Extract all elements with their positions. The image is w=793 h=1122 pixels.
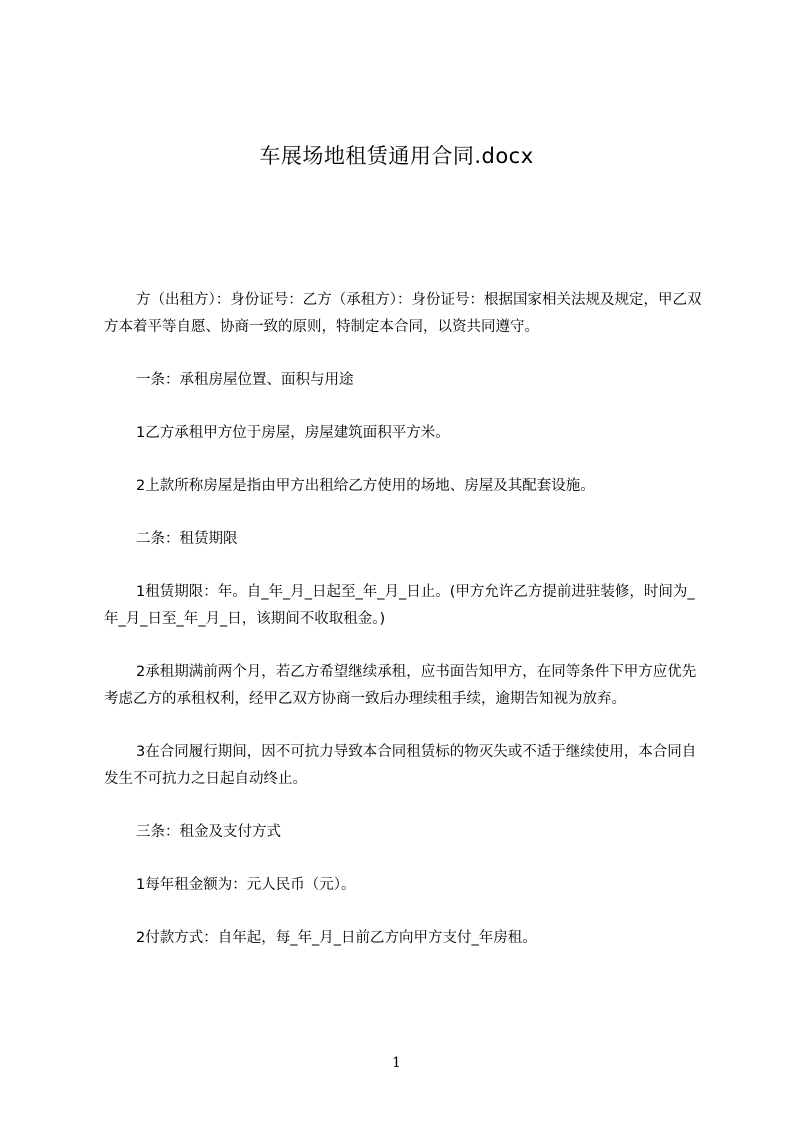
paragraph-1-1: 1乙方承租甲方位于房屋，房屋建筑面积平方米。 <box>136 425 450 441</box>
paragraph-2-3: 3在合同履行期间，因不可抗力导致本合同租赁标的物灭失或不适于继续使用，本合同自发生不可抗力之日起自动终止。 <box>104 744 697 787</box>
heading-article-3: 三条：租金及支付方式 <box>136 824 281 840</box>
page-number: 1 <box>392 1055 401 1071</box>
heading-article-2: 二条：租赁期限 <box>136 531 238 547</box>
paragraph-parties: 方（出租方）：身份证号：乙方（承租方）：身份证号：根据国家相关法规及规定，甲乙双方本着平等自愿、协商一致的原则，特制定本合同，以资共同遵守。 <box>104 292 702 335</box>
paragraph-3-1: 1每年租金额为：元人民币（元）。 <box>136 877 356 893</box>
paragraph-1-2: 2上款所称房屋是指由甲方出租给乙方使用的场地、房屋及其配套设施。 <box>136 478 595 494</box>
heading-article-1: 一条：承租房屋位置、面积与用途 <box>136 372 354 388</box>
paragraph-2-2: 2承租期满前两个月，若乙方希望继续承租，应书面告知甲方，在同等条件下甲方应优先考虑乙方的承租权利，经甲乙双方协商一致后办理续租手续，逾期告知视为放弃。 <box>104 664 697 707</box>
paragraph-3-2: 2付款方式：自年起，每_年_月_日前乙方向甲方支付_年房租。 <box>136 930 537 946</box>
paragraph-2-1: 1租赁期限：年。自_年_月_日起至_年_月_日止。(甲方允许乙方提前进驻装修，时间为_年_月_日至_年_月_日，该期间不收取租金。) <box>104 584 695 627</box>
document-body <box>104 287 704 978</box>
document-title: 车展场地租赁通用合同.docx <box>259 144 534 168</box>
